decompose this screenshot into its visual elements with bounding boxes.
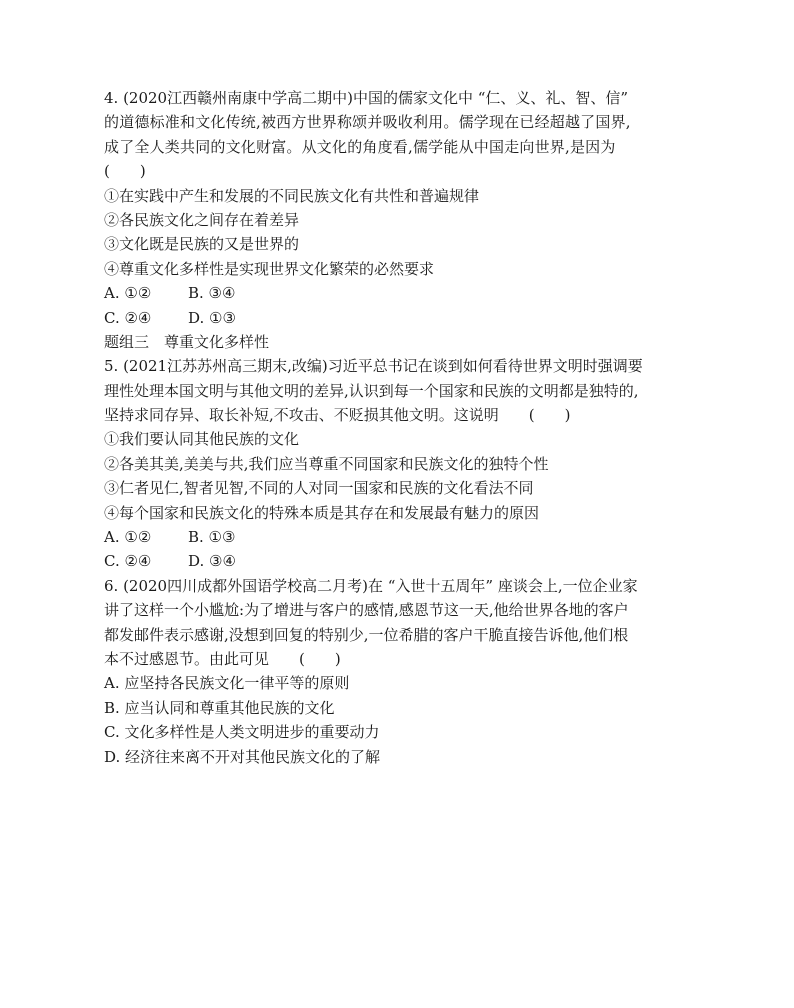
question-5-stem-line-2: 理性处理本国文明与其他文明的差异,认识到每一个国家和民族的文明都是独特的, bbox=[104, 381, 639, 400]
question-6-stem-line-1: 6. (2020四川成都外国语学校高二月考)在 “入世十五周年” 座谈会上,一位企业家 bbox=[104, 576, 638, 595]
group-3-heading: 题组三 尊重文化多样性 bbox=[104, 332, 270, 351]
question-4-stem-line-3: 成了全人类共同的文化财富。从文化的角度看,儒学能从中国走向世界,是因为 bbox=[104, 137, 616, 156]
question-5-stem-line-3: 坚持求同存异、取长补短,不攻击、不贬损其他文明。这说明 ( ) bbox=[104, 406, 571, 425]
question-4-stem-line-2: 的道德标准和文化传统,被西方世界称颂并吸收利用。儒学现在已经超越了国界, bbox=[104, 113, 631, 132]
question-4 bbox=[104, 86, 700, 330]
question-5-option-d: D. ③④ bbox=[188, 552, 236, 571]
question-5-statement-1: ①我们要认同其他民族的文化 bbox=[104, 430, 300, 449]
question-4-statement-2: ②各民族文化之间存在着差异 bbox=[104, 210, 300, 229]
question-content bbox=[104, 86, 700, 769]
question-4-option-b: B. ③④ bbox=[188, 284, 236, 303]
question-6-option-b: B. 应当认同和尊重其他民族的文化 bbox=[104, 698, 335, 717]
question-4-option-a: A. ①② bbox=[104, 284, 152, 303]
question-4-stem-line-1: 4. (2020江西赣州南康中学高二期中)中国的儒家文化中 “仁、义、礼、智、信” bbox=[104, 89, 629, 107]
question-4-options-row-1 bbox=[104, 281, 700, 305]
question-6-stem-line-2: 讲了这样一个小尴尬:为了增进与客户的感情,感恩节这一天,他给世界各地的客户 bbox=[104, 601, 629, 620]
question-5-options-row-1 bbox=[104, 525, 700, 549]
question-6-option-d: D. 经济往来离不开对其他民族文化的了解 bbox=[104, 747, 381, 766]
question-6-option-a: A. 应坚持各民族文化一律平等的原则 bbox=[104, 674, 350, 693]
question-5-option-b: B. ①③ bbox=[188, 528, 236, 547]
question-4-answer-blank: ( ) bbox=[104, 162, 146, 181]
question-5-statement-2: ②各美其美,美美与共,我们应当尊重不同国家和民族文化的独特个性 bbox=[104, 454, 549, 473]
question-5-stem-line-1: 5. (2021江苏苏州高三期末,改编)习近平总书记在谈到如何看待世界文明时强调要 bbox=[104, 357, 643, 376]
question-6-stem-line-4: 本不过感恩节。由此可见 ( ) bbox=[104, 649, 341, 668]
question-5-statement-3: ③仁者见仁,智者见智,不同的人对同一国家和民族的文化看法不同 bbox=[104, 479, 534, 498]
question-5-option-a: A. ①② bbox=[104, 528, 152, 547]
question-4-option-c: C. ②④ bbox=[104, 308, 152, 327]
question-4-option-d: D. ①③ bbox=[188, 308, 236, 327]
question-4-statement-4: ④尊重文化多样性是实现世界文化繁荣的必然要求 bbox=[104, 259, 435, 278]
question-5-statement-4: ④每个国家和民族文化的特殊本质是其存在和发展最有魅力的原因 bbox=[104, 503, 540, 522]
question-6 bbox=[104, 574, 700, 769]
question-4-options-row-2 bbox=[104, 306, 700, 330]
question-5-options-row-2 bbox=[104, 549, 700, 573]
question-6-option-c: C. 文化多样性是人类文明进步的重要动力 bbox=[104, 723, 380, 742]
question-4-statement-1: ①在实践中产生和发展的不同民族文化有共性和普遍规律 bbox=[104, 186, 480, 205]
question-5-option-c: C. ②④ bbox=[104, 552, 152, 571]
question-4-statement-3: ③文化既是民族的又是世界的 bbox=[104, 235, 300, 254]
question-6-stem-line-3: 都发邮件表示感谢,没想到回复的特别少,一位希腊的客户干脆直接告诉他,他们根 bbox=[104, 625, 629, 644]
question-5 bbox=[104, 354, 700, 574]
